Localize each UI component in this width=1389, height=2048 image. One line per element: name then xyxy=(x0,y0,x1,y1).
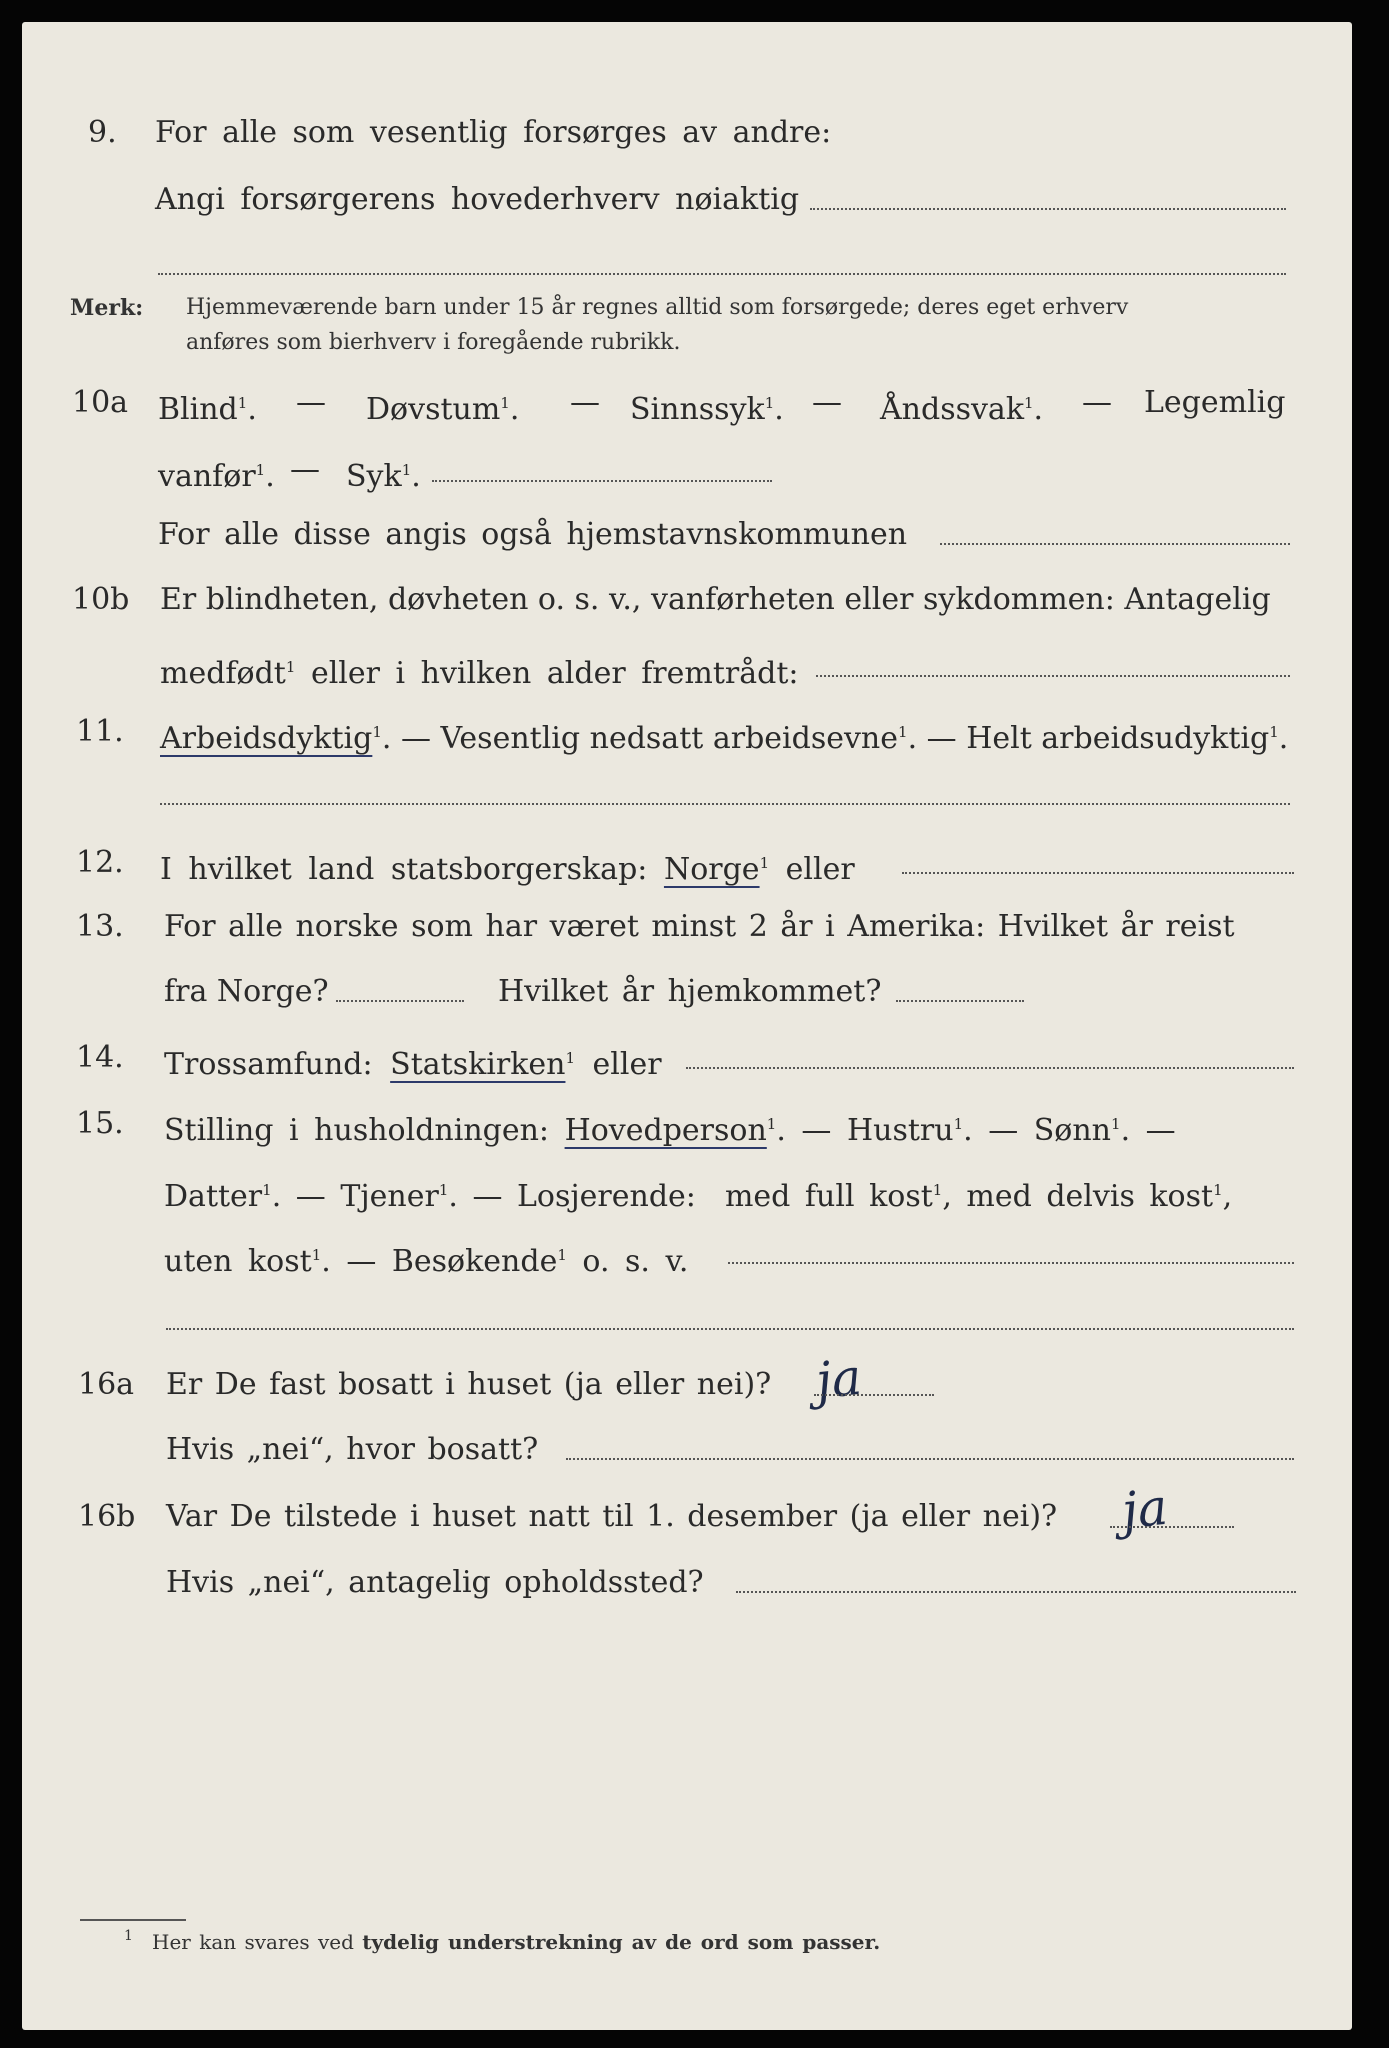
q10b-line1: Er blindheten, døvheten o. s. v., vanførheten eller sykdommen: Antagelig xyxy=(160,582,1271,617)
q16a-number: 16a xyxy=(78,1367,135,1402)
q16a-handwritten-answer: ja xyxy=(813,1347,865,1411)
q13-hjemkommet-line[interactable] xyxy=(896,1000,1024,1002)
q9-line2: Angi forsørgerens hovederhverv nøiaktig xyxy=(155,182,800,217)
footnote-rule xyxy=(80,1919,186,1921)
q13-line1: For alle norske som har været minst 2 år i Amerika: Hvilket år reist xyxy=(164,909,1235,944)
q10a-vanfor: vanfør$^1$. xyxy=(158,459,275,494)
q9-line1: For alle som vesentlig forsørges av andre: xyxy=(155,115,832,150)
q13-number: 13. xyxy=(76,909,124,944)
q16b-opholdssted-line[interactable] xyxy=(736,1591,1296,1593)
q16a-line1: Er De fast bosatt i huset (ja eller nei)? xyxy=(166,1367,772,1402)
q14-statskirken-underlined: Statskirken xyxy=(390,1047,566,1082)
merk-line1: Hjemmeværende barn under 15 år regnes alltid som forsørgede; deres eget erhverv xyxy=(186,295,1129,320)
q10a-line3: For alle disse angis også hjemstavnskommunen xyxy=(158,517,908,552)
q16b-number: 16b xyxy=(78,1499,136,1534)
q10a-legemlig: Legemlig xyxy=(1144,385,1286,420)
q15-line1: Stilling i husholdningen: Hovedperson$^1$. — Hustru$^1$. — Sønn$^1$. — xyxy=(164,1113,1176,1148)
q13-hjemkommet: Hvilket år hjemkommet? xyxy=(498,974,882,1009)
merk-label: Merk: xyxy=(70,295,144,321)
q12-norge-underlined: Norge xyxy=(663,852,760,887)
q10a-syk: Syk$^1$. xyxy=(346,459,421,494)
q15-hovedperson-underlined: Hovedperson xyxy=(564,1113,767,1148)
q14-number: 14. xyxy=(76,1040,124,1075)
q11-number: 11. xyxy=(76,714,124,749)
dash: — xyxy=(296,385,326,420)
q11-line: Arbeidsdyktig$^1$. — Vesentlig nedsatt arbeidsevne$^1$. — Helt arbeidsudyktig$^1$. xyxy=(160,721,1289,756)
q15-extra-line[interactable] xyxy=(166,1328,1294,1330)
footnote-text: Her kan svares ved tydelig understrekning av de ord som passer. xyxy=(152,1930,881,1954)
q15-line2: Datter$^1$. — Tjener$^1$. — Losjerende: med full kost$^1$, med delvis kost$^1$, xyxy=(164,1179,1233,1214)
q10a-sinnssyk: Sinnssyk$^1$. xyxy=(630,392,784,427)
dash: — xyxy=(570,385,600,420)
dash: — xyxy=(1082,385,1112,420)
merk-line2: anføres som bierhverv i foregående rubrikk. xyxy=(186,330,681,355)
q10a-syk-line[interactable] xyxy=(432,480,772,482)
q10a-blind: Blind$^1$. xyxy=(158,392,257,427)
q13-fra-norge: fra Norge? xyxy=(164,974,329,1009)
q12-line: I hvilket land statsborgerskap: Norge$^1$ eller xyxy=(160,852,855,887)
q15-number: 15. xyxy=(76,1106,124,1141)
q12-answer-line[interactable] xyxy=(902,872,1294,874)
q10a-andssvak: Åndssvak$^1$. xyxy=(880,392,1044,427)
q16a-answer-line[interactable] xyxy=(814,1394,934,1396)
q16a-line2: Hvis „nei“, hvor bosatt? xyxy=(166,1432,539,1467)
q10b-answer-line[interactable] xyxy=(816,675,1290,677)
q16b-line2: Hvis „nei“, antagelig opholdssted? xyxy=(166,1565,704,1600)
q15-answer-line[interactable] xyxy=(728,1262,1294,1264)
q9-number: 9. xyxy=(88,115,117,150)
dash: — xyxy=(290,452,320,487)
q14-line: Trossamfund: Statskirken$^1$ eller xyxy=(164,1047,662,1082)
q15-line3: uten kost$^1$. — Besøkende$^1$ o. s. v. xyxy=(164,1244,689,1279)
footnote-mark: 1 xyxy=(124,1928,133,1944)
q12-number: 12. xyxy=(76,845,124,880)
q14-answer-line[interactable] xyxy=(686,1067,1294,1069)
q10a-kommune-line[interactable] xyxy=(940,543,1290,545)
q16b-answer-line[interactable] xyxy=(1110,1526,1234,1528)
q10a-dovstum: Døvstum$^1$. xyxy=(366,392,520,427)
q10a-number: 10a xyxy=(72,385,129,420)
q16b-line1: Var De tilstede i huset natt til 1. desember (ja eller nei)? xyxy=(166,1499,1058,1534)
q16b-handwritten-answer: ja xyxy=(1119,1477,1171,1541)
q16a-bosatt-line[interactable] xyxy=(566,1458,1294,1460)
q9-extra-line[interactable] xyxy=(158,273,1286,275)
q10b-number: 10b xyxy=(72,582,130,617)
q11-extra-line[interactable] xyxy=(160,803,1290,805)
q10b-line2: medfødt$^1$ eller i hvilken alder fremtrådt: xyxy=(160,656,799,691)
dash: — xyxy=(812,385,842,420)
q9-answer-line[interactable] xyxy=(810,208,1286,210)
q13-reist-line[interactable] xyxy=(336,1000,464,1002)
q11-arbeidsdyktig-underlined: Arbeidsdyktig xyxy=(160,721,373,756)
